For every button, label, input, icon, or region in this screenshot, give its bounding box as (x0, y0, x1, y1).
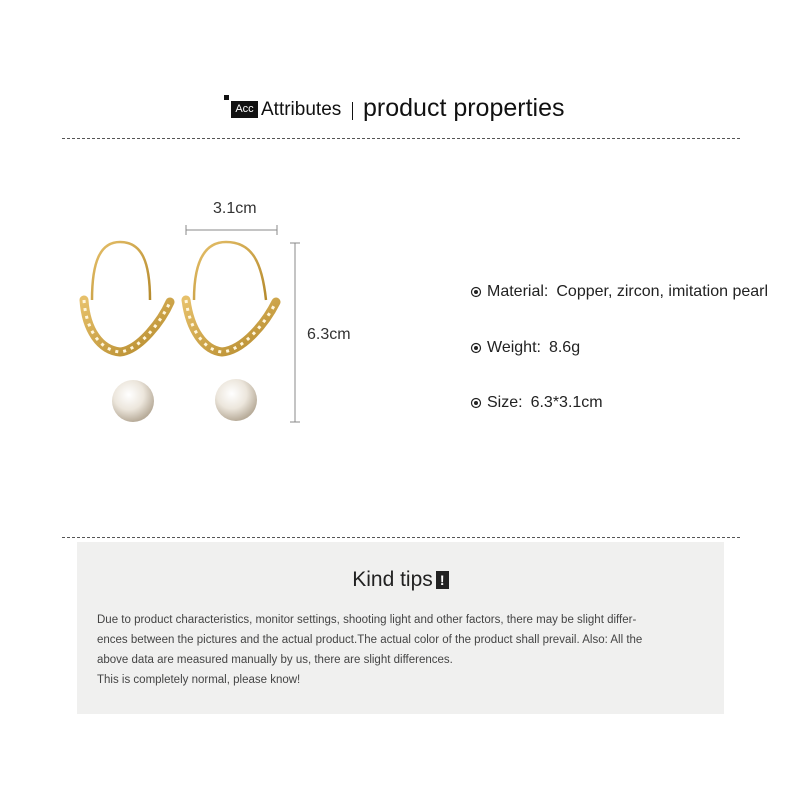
header-divider (352, 102, 353, 120)
spec-value: Copper, zircon, imitation pearl (556, 283, 769, 300)
height-measure-line (290, 243, 300, 422)
spec-weight (470, 339, 580, 361)
divider-bottom (62, 537, 740, 538)
height-label: 6.3cm (307, 326, 351, 343)
earring-right (186, 242, 276, 421)
tips-line: This is completely normal, please know! (97, 674, 301, 686)
width-label: 3.1cm (213, 200, 257, 217)
kind-tips-panel (77, 542, 724, 714)
tips-line: ences between the pictures and the actual product.The actual color of the product shall prevail. Also: All the (97, 634, 643, 646)
spec-size (470, 394, 603, 416)
page-title: product properties (363, 94, 565, 122)
radio-bullet-icon (470, 286, 482, 298)
tips-line: above data are measured manually by us, there are slight differences. (97, 654, 453, 666)
width-measure-line (186, 225, 277, 235)
tips-line: Due to product characteristics, monitor settings, shooting light and other factors, there may be slight differ- (97, 614, 637, 626)
radio-bullet-icon (470, 342, 482, 354)
attributes-label: Attributes (261, 99, 342, 120)
spec-material (470, 283, 768, 305)
spec-label: Material: (487, 283, 549, 300)
spec-value: 8.6g (548, 339, 581, 356)
acc-badge: Acc (231, 101, 258, 118)
divider-top (62, 138, 740, 139)
spec-value: 6.3*3.1cm (530, 394, 603, 411)
header-dot (224, 95, 229, 100)
kind-tips-heading (77, 568, 724, 592)
earring-left (84, 242, 170, 422)
spec-label: Weight: (487, 339, 541, 356)
kind-tips-text (97, 610, 709, 690)
radio-bullet-icon (470, 397, 482, 409)
spec-label: Size: (487, 394, 523, 411)
exclamation-icon: ! (436, 571, 449, 589)
section-header (0, 92, 800, 132)
kind-tips-title: Kind tips (352, 568, 433, 591)
product-image (60, 190, 380, 440)
